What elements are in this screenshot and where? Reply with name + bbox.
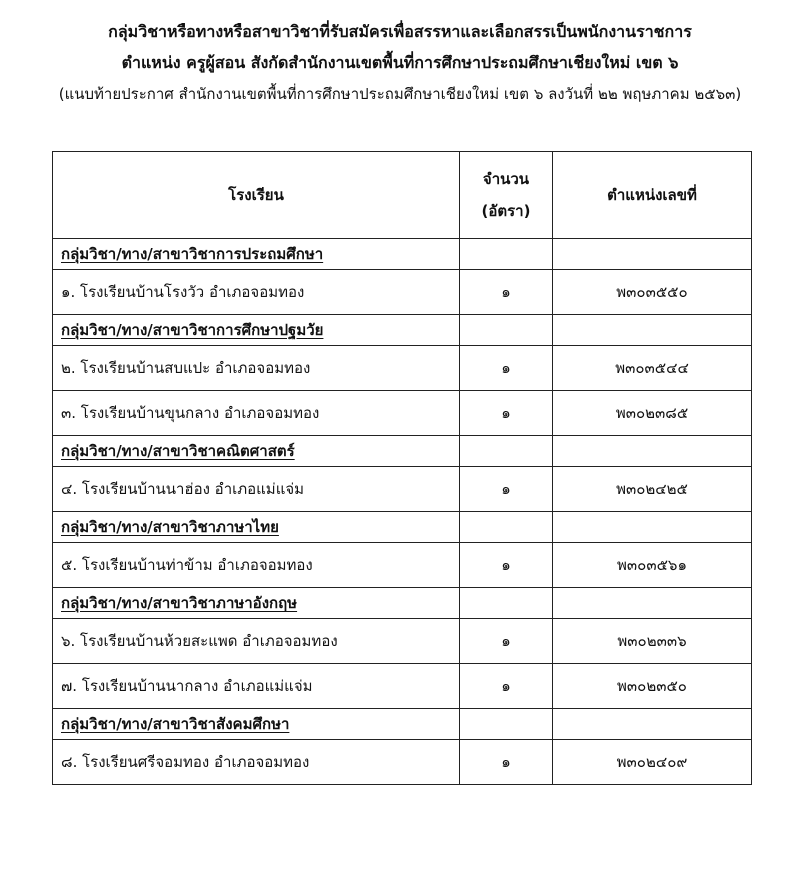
group-cell (53, 588, 460, 619)
count-column-header (460, 152, 553, 239)
position-number-cell: พ๓๐๓๕๕๐ (553, 270, 752, 315)
school-name-cell: ๕. โรงเรียนบ้านท่าข้าม อำเภอจอมทอง (53, 543, 460, 588)
position-number-cell: พ๓๐๒๓๕๐ (553, 664, 752, 709)
position-number-cell: พ๓๐๒๓๓๖ (553, 619, 752, 664)
group-row (53, 588, 752, 619)
table-row (53, 391, 752, 436)
empty-count-cell (460, 709, 553, 740)
count-cell: ๑ (460, 664, 553, 709)
position-number-cell: พ๓๐๓๕๔๔ (553, 346, 752, 391)
group-title: กลุ่มวิชา/ทาง/สาขาวิชาการศึกษาปฐมวัย (61, 321, 324, 339)
announcement-title: กลุ่มวิชาหรือทางหรือสาขาวิชาที่รับสมัครเพื่อสรรหาและเลือกสรรเป็นพนักงานราชการ (108, 22, 692, 41)
table-row (53, 619, 752, 664)
school-name-cell: ๖. โรงเรียนบ้านห้วยสะแพด อำเภอจอมทอง (53, 619, 460, 664)
empty-position-cell (553, 588, 752, 619)
table-row (53, 270, 752, 315)
empty-count-cell (460, 512, 553, 543)
empty-position-cell (553, 512, 752, 543)
position-number-cell: พ๓๐๓๕๖๑ (553, 543, 752, 588)
position-subtitle: ตำแหน่ง ครูผู้สอน สังกัดสำนักงานเขตพื้นที่การศึกษาประถมศึกษาเชียงใหม่ เขต ๖ (121, 53, 679, 72)
group-row (53, 512, 752, 543)
attachment-note: (แนบท้ายประกาศ สำนักงานเขตพื้นที่การศึกษาประถมศึกษาเชียงใหม่ เขต ๖ ลงวันที่ ๒๒ พฤษภาคม ๒๕๖๓) (58, 85, 742, 103)
school-name-cell: ๒. โรงเรียนบ้านสบแปะ อำเภอจอมทอง (53, 346, 460, 391)
empty-count-cell (460, 436, 553, 467)
school-name-cell: ๘. โรงเรียนศรีจอมทอง อำเภอจอมทอง (53, 740, 460, 785)
count-header-unit: (อัตรา) (481, 202, 531, 220)
group-title: กลุ่มวิชา/ทาง/สาขาวิชาการประถมศึกษา (61, 245, 324, 263)
table-row (53, 740, 752, 785)
group-row (53, 709, 752, 740)
table-row (53, 467, 752, 512)
table-row (53, 664, 752, 709)
group-cell (53, 436, 460, 467)
group-title: กลุ่มวิชา/ทาง/สาขาวิชาคณิตศาสตร์ (61, 442, 295, 460)
count-header-label: จำนวน (482, 170, 530, 188)
empty-position-cell (553, 436, 752, 467)
table-row (53, 543, 752, 588)
empty-position-cell (553, 709, 752, 740)
school-name-cell: ๑. โรงเรียนบ้านโรงวัว อำเภอจอมทอง (53, 270, 460, 315)
position-number-cell: พ๓๐๒๓๘๕ (553, 391, 752, 436)
school-name-cell: ๗. โรงเรียนบ้านนากลาง อำเภอแม่แจ่ม (53, 664, 460, 709)
count-cell: ๑ (460, 270, 553, 315)
group-row (53, 239, 752, 270)
count-cell: ๑ (460, 467, 553, 512)
count-cell: ๑ (460, 619, 553, 664)
school-name-cell: ๔. โรงเรียนบ้านนาฮ่อง อำเภอแม่แจ่ม (53, 467, 460, 512)
group-cell (53, 239, 460, 270)
position-number-cell: พ๓๐๒๔๒๕ (553, 467, 752, 512)
group-cell (53, 709, 460, 740)
table-body (53, 239, 752, 785)
group-cell (53, 512, 460, 543)
empty-count-cell (460, 239, 553, 270)
school-column-header: โรงเรียน (53, 152, 460, 239)
empty-position-cell (553, 239, 752, 270)
positions-table (52, 151, 752, 785)
table-header-row (53, 152, 752, 239)
count-cell: ๑ (460, 740, 553, 785)
position-column-header: ตำแหน่งเลขที่ (553, 152, 752, 239)
empty-position-cell (553, 315, 752, 346)
empty-count-cell (460, 588, 553, 619)
count-cell: ๑ (460, 391, 553, 436)
school-name-cell: ๓. โรงเรียนบ้านขุนกลาง อำเภอจอมทอง (53, 391, 460, 436)
group-cell (53, 315, 460, 346)
empty-count-cell (460, 315, 553, 346)
count-cell: ๑ (460, 543, 553, 588)
group-title: กลุ่มวิชา/ทาง/สาขาวิชาภาษาอังกฤษ (61, 594, 298, 612)
count-cell: ๑ (460, 346, 553, 391)
position-number-cell: พ๓๐๒๔๐๙ (553, 740, 752, 785)
table-row (53, 346, 752, 391)
group-title: กลุ่มวิชา/ทาง/สาขาวิชาสังคมศึกษา (61, 715, 290, 733)
group-title: กลุ่มวิชา/ทาง/สาขาวิชาภาษาไทย (61, 518, 279, 536)
group-row (53, 436, 752, 467)
group-row (53, 315, 752, 346)
